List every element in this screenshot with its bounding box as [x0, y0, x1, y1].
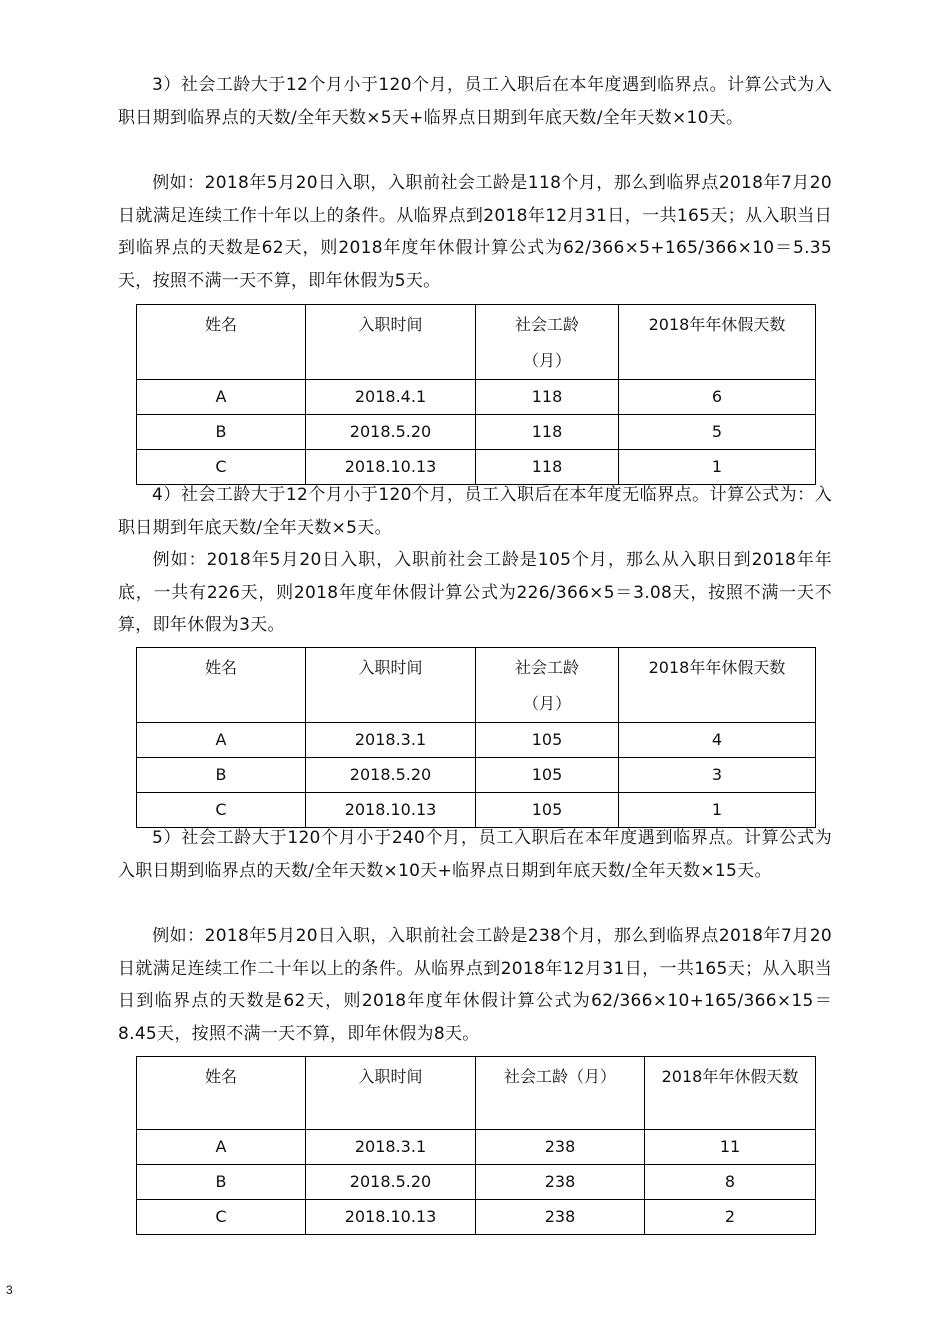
cell-name: A — [137, 1130, 306, 1165]
cell-leave-days: 4 — [619, 723, 816, 758]
cell-service-months: 238 — [476, 1200, 645, 1235]
example-text: 例如：2018年5月20日入职，入职前社会工龄是118个月，那么到临界点2018年7月20日就满足连续工作十年以上的条件。从临界点到2018年12月31日，一共165天；从入职当日到临界点的天数是62天，则2018年度年休假计算公式为62/366×5+165/366×10＝5.35天，按照不满一天不算，即年休假为5天。 — [118, 173, 832, 291]
rule-paragraph-3 — [118, 69, 832, 134]
cell-service-months: 118 — [476, 450, 619, 485]
cell-name: C — [137, 793, 306, 828]
table-row — [137, 380, 816, 415]
header-service-months: 社会工龄（月） — [476, 305, 619, 380]
cell-hire-date: 2018.10.13 — [306, 1200, 476, 1235]
cell-name: C — [137, 450, 306, 485]
cell-service-months: 118 — [476, 380, 619, 415]
cell-leave-days: 3 — [619, 758, 816, 793]
cell-service-months: 238 — [476, 1130, 645, 1165]
cell-leave-days: 5 — [619, 415, 816, 450]
rule-text: 5）社会工龄大于120个月小于240个月，员工入职后在本年度遇到临界点。计算公式为入职日期到临界点的天数/全年天数×10天+临界点日期到年底天数/全年天数×15天。 — [118, 828, 832, 881]
table-row — [137, 415, 816, 450]
page-number: 3 — [6, 1283, 13, 1297]
cell-hire-date: 2018.3.1 — [306, 723, 476, 758]
example-paragraph-3 — [118, 167, 832, 297]
cell-name: A — [137, 380, 306, 415]
header-service-months: 社会工龄（月） — [476, 1057, 645, 1130]
cell-leave-days: 2 — [645, 1200, 816, 1235]
cell-leave-days: 8 — [645, 1165, 816, 1200]
leave-table-4 — [136, 647, 816, 828]
header-name: 姓名 — [137, 305, 306, 380]
example-text: 例如：2018年5月20日入职，入职前社会工龄是238个月，那么到临界点2018年7月20日就满足连续工作二十年以上的条件。从临界点到2018年12月31日，一共165天；从入职当日到临界点的天数是62天，则2018年度年休假计算公式为62/366×10+165/366×15＝8.45天，按照不满一天不算，即年休假为8天。 — [118, 926, 832, 1044]
cell-service-months: 118 — [476, 415, 619, 450]
header-name: 姓名 — [137, 648, 306, 723]
table-header-row — [137, 305, 816, 380]
header-hire-date: 入职时间 — [306, 648, 476, 723]
header-name: 姓名 — [137, 1057, 306, 1130]
table-row — [137, 1200, 816, 1235]
cell-hire-date: 2018.10.13 — [306, 450, 476, 485]
example-paragraph-5 — [118, 920, 832, 1050]
leave-table-5 — [136, 1056, 816, 1235]
cell-service-months: 105 — [476, 793, 619, 828]
cell-hire-date: 2018.5.20 — [306, 1165, 476, 1200]
leave-table-3 — [136, 304, 816, 485]
rule-paragraph-4 — [118, 479, 832, 544]
cell-leave-days: 1 — [619, 793, 816, 828]
table-row — [137, 1165, 816, 1200]
cell-leave-days: 11 — [645, 1130, 816, 1165]
cell-leave-days: 1 — [619, 450, 816, 485]
header-service-months: 社会工龄（月） — [476, 648, 619, 723]
rule-paragraph-5 — [118, 822, 832, 887]
table-header-row — [137, 1057, 816, 1130]
cell-service-months: 105 — [476, 758, 619, 793]
cell-leave-days: 6 — [619, 380, 816, 415]
cell-name: C — [137, 1200, 306, 1235]
cell-name: B — [137, 1165, 306, 1200]
cell-hire-date: 2018.5.20 — [306, 758, 476, 793]
cell-hire-date: 2018.10.13 — [306, 793, 476, 828]
cell-name: B — [137, 758, 306, 793]
cell-hire-date: 2018.3.1 — [306, 1130, 476, 1165]
table-row — [137, 758, 816, 793]
cell-service-months: 105 — [476, 723, 619, 758]
rule-text: 4）社会工龄大于12个月小于120个月，员工入职后在本年度无临界点。计算公式为：入职日期到年底天数/全年天数×5天。 — [118, 485, 832, 538]
header-leave-days: 2018年年休假天数 — [619, 648, 816, 723]
table-row — [137, 723, 816, 758]
rule-text: 3）社会工龄大于12个月小于120个月，员工入职后在本年度遇到临界点。计算公式为入职日期到临界点的天数/全年天数×5天+临界点日期到年底天数/全年天数×10天。 — [118, 75, 832, 128]
cell-service-months: 238 — [476, 1165, 645, 1200]
header-hire-date: 入职时间 — [306, 1057, 476, 1130]
table-header-row — [137, 648, 816, 723]
example-text: 例如：2018年5月20日入职，入职前社会工龄是105个月，那么从入职日到2018年年底，一共有226天，则2018年度年休假计算公式为226/366×5＝3.08天，按照不满一天不算，即年休假为3天。 — [118, 550, 832, 635]
header-leave-days: 2018年年休假天数 — [619, 305, 816, 380]
header-hire-date: 入职时间 — [306, 305, 476, 380]
example-paragraph-4 — [118, 544, 832, 642]
cell-hire-date: 2018.5.20 — [306, 415, 476, 450]
table-row — [137, 1130, 816, 1165]
cell-name: B — [137, 415, 306, 450]
cell-hire-date: 2018.4.1 — [306, 380, 476, 415]
header-leave-days: 2018年年休假天数 — [645, 1057, 816, 1130]
cell-name: A — [137, 723, 306, 758]
